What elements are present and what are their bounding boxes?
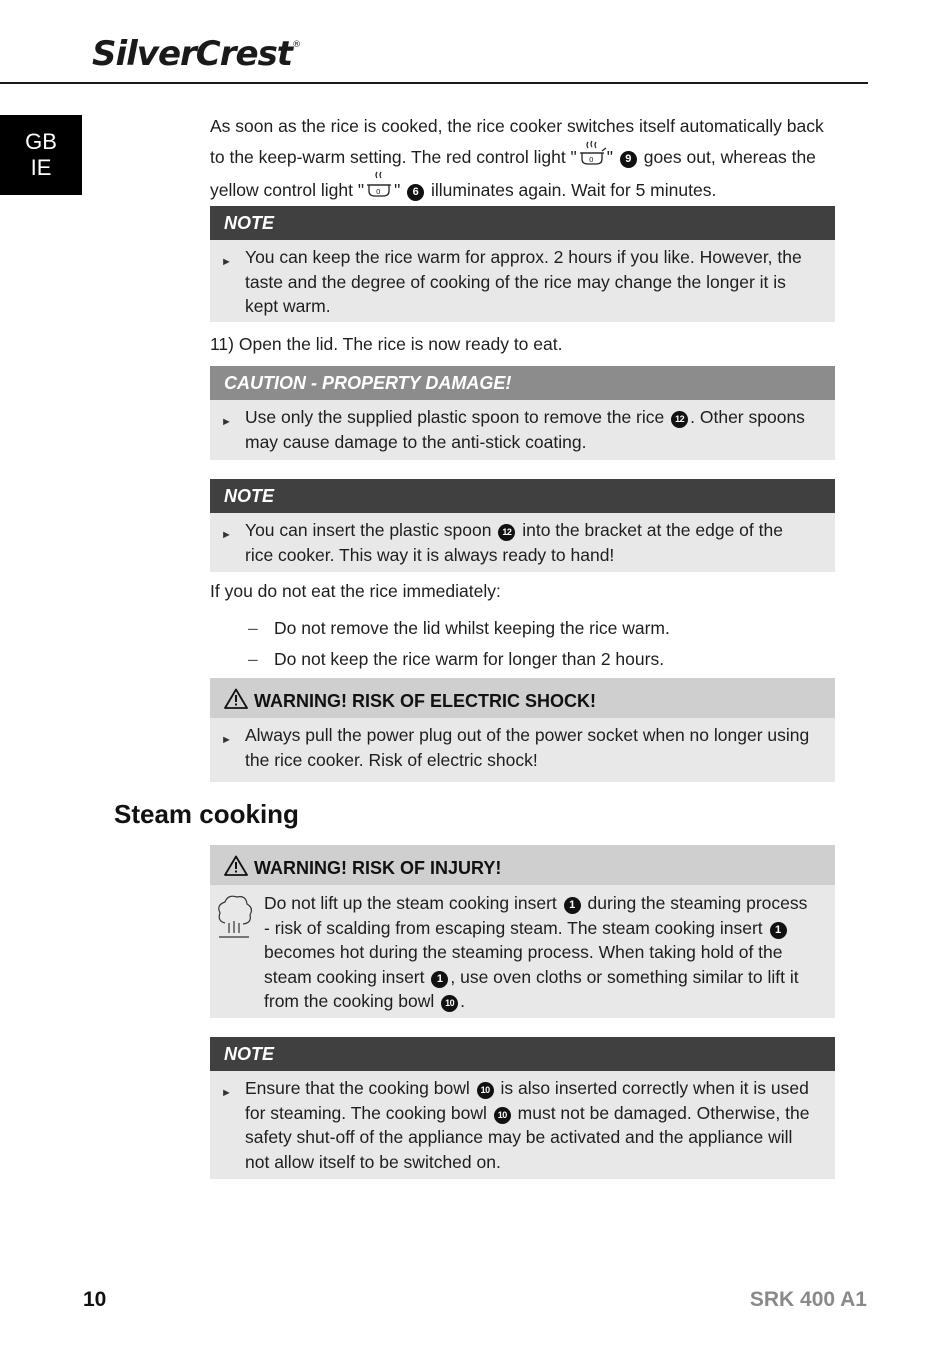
model-number: SRK 400 A1 bbox=[749, 1288, 867, 1311]
ref-number-1: 1 bbox=[564, 897, 581, 914]
warning-text: Always pull the power plug out of the power socket when no longer using the rice cooker. Risk of electric shock! bbox=[245, 725, 810, 770]
note-text-a: You can insert the plastic spoon bbox=[245, 520, 492, 540]
warning-text-c: becomes hot during the steaming process. When taking hold of the steam cooking insert bbox=[264, 942, 783, 987]
note-text-c: must not be damaged. Otherwise, the safety shut-off of the appliance may be activated and the appliance will not allow itself to be switched on. bbox=[245, 1102, 810, 1172]
intro-text-3: goes out, whereas the yellow control light " bbox=[210, 147, 816, 200]
language-tab bbox=[0, 115, 82, 195]
warning-body bbox=[210, 885, 835, 1018]
list-item-text: Do not keep the rice warm for longer than 2 hours. bbox=[274, 649, 665, 669]
warning-body bbox=[210, 718, 835, 775]
note-text-b: into the bracket at the edge of the rice cooker. This way it is always ready to hand! bbox=[245, 520, 783, 565]
dash-bullet: – bbox=[248, 649, 258, 669]
note-box-cooking-bowl bbox=[210, 1037, 835, 1179]
intro-text-1: As soon as the rice is cooked, the rice cooker switches itself automatically back to the keep-warm setting. The red control light " bbox=[210, 116, 824, 167]
warning-title: WARNING! RISK OF INJURY! bbox=[254, 858, 502, 878]
section-title: Steam cooking bbox=[114, 799, 299, 829]
note-text-a: Ensure that the cooking bowl bbox=[245, 1078, 470, 1098]
dash-bullet: – bbox=[248, 618, 258, 638]
list-item-text: Do not remove the lid whilst keeping the rice warm. bbox=[274, 618, 670, 638]
intro-text-2: " bbox=[606, 147, 613, 167]
warning-triangle-icon bbox=[224, 688, 248, 709]
intro-text-5: illuminates again. Wait for 5 minutes. bbox=[426, 180, 717, 200]
warning-header bbox=[210, 678, 835, 718]
note-text: You can keep the rice warm for approx. 2 hours if you like. However, the taste and the degree of cooking of the rice may change the longer it is kept warm. bbox=[245, 247, 802, 316]
warning-triangle-icon bbox=[224, 855, 248, 876]
page-number: 10 bbox=[83, 1288, 107, 1311]
ref-number-6: 6 bbox=[407, 184, 424, 201]
note-box-spoon bbox=[210, 479, 835, 572]
ref-number-12: 12 bbox=[498, 524, 515, 541]
caution-text-b: . Other spoons may cause damage to the anti-stick coating. bbox=[245, 407, 805, 452]
list-item bbox=[248, 616, 828, 641]
warning-text-d: , use oven cloths or something similar to lift it from the cooking bowl bbox=[264, 966, 799, 1011]
hot-steam-icon bbox=[215, 893, 253, 941]
caution-title: CAUTION - PROPERTY DAMAGE! bbox=[210, 366, 835, 400]
brand-registered-mark: ® bbox=[292, 40, 301, 50]
note-body bbox=[210, 1071, 835, 1177]
svg-text:0: 0 bbox=[376, 188, 381, 196]
note-text-b: is also inserted correctly when it is used for steaming. The cooking bowl bbox=[245, 1078, 809, 1123]
bullet-arrow-icon: ► bbox=[221, 529, 232, 541]
step-11: 11) Open the lid. The rice is now ready to eat. bbox=[210, 334, 563, 354]
note-body bbox=[210, 240, 835, 322]
warning-box-injury bbox=[210, 845, 835, 1018]
cooking-pot-keep-warm-icon bbox=[364, 171, 394, 199]
ref-number-1: 1 bbox=[431, 971, 448, 988]
caution-box bbox=[210, 366, 835, 460]
ref-number-12: 12 bbox=[671, 411, 688, 428]
warning-box-electric-shock bbox=[210, 678, 835, 782]
brand-logo bbox=[92, 34, 300, 74]
svg-text:0: 0 bbox=[588, 156, 594, 164]
bullet-arrow-icon: ► bbox=[221, 734, 232, 746]
note-title: NOTE bbox=[210, 1037, 835, 1071]
cooking-pot-steam-icon bbox=[577, 140, 607, 166]
note-box-keep-warm bbox=[210, 206, 835, 322]
note-body bbox=[210, 513, 835, 570]
ref-number-10: 10 bbox=[477, 1082, 494, 1099]
if-not-eaten-text: If you do not eat the rice immediately: bbox=[210, 581, 501, 601]
language-code-gb: GB bbox=[25, 129, 57, 154]
warning-text-e: . bbox=[460, 991, 465, 1011]
bullet-arrow-icon: ► bbox=[221, 256, 232, 268]
header-divider bbox=[0, 82, 868, 84]
ref-number-10: 10 bbox=[441, 995, 458, 1012]
warning-header bbox=[210, 845, 835, 885]
warning-title: WARNING! RISK OF ELECTRIC SHOCK! bbox=[254, 691, 596, 711]
bullet-arrow-icon: ► bbox=[221, 416, 232, 428]
ref-number-9: 9 bbox=[620, 151, 637, 168]
note-title: NOTE bbox=[210, 479, 835, 513]
ref-number-1: 1 bbox=[770, 922, 787, 939]
caution-text-a: Use only the supplied plastic spoon to remove the rice bbox=[245, 407, 665, 427]
caution-body bbox=[210, 400, 835, 457]
note-title: NOTE bbox=[210, 206, 835, 240]
list-item bbox=[248, 647, 828, 672]
warning-text-a: Do not lift up the steam cooking insert bbox=[264, 893, 557, 913]
bullet-arrow-icon: ► bbox=[221, 1087, 232, 1099]
intro-paragraph bbox=[210, 112, 835, 204]
brand-name: SilverCrest bbox=[92, 34, 293, 74]
warning-text-b: during the steaming process - risk of scalding from escaping steam. The steam cooking insert bbox=[264, 893, 808, 938]
ref-number-10: 10 bbox=[494, 1107, 511, 1124]
language-code-ie: IE bbox=[30, 155, 52, 180]
intro-text-4: " bbox=[394, 180, 401, 200]
